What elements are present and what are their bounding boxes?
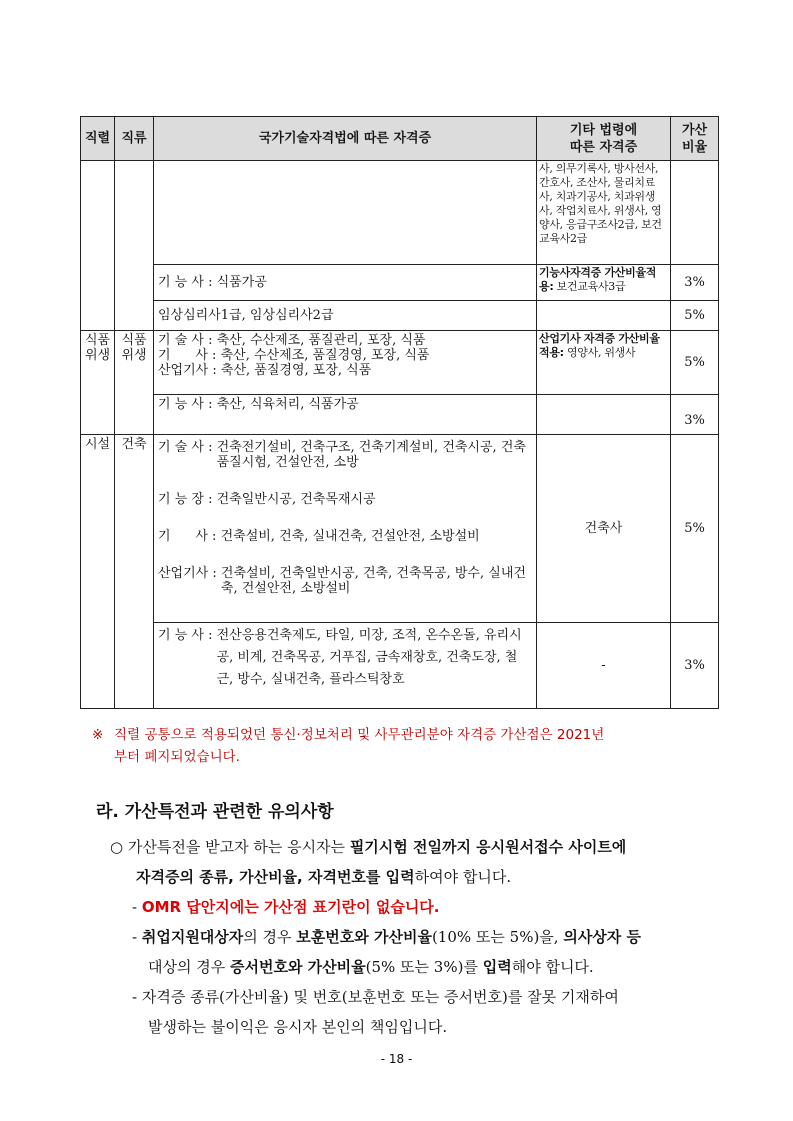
other-cell: 산업기사 자격증 가산비율적용: 영양사, 위생사 xyxy=(537,331,671,395)
section-body: ○ 가산특전을 받고자 하는 응시자는 필기시험 전일까지 응시원서접수 사이트에 자격증의 종류, 가산비율, 자격번호를 입력하여야 합니다. - OMR 답안지에는 가산점 표기란이 없습니다. - 취업지원대상자의 경우 보훈번호와 가산비율(10% 또는 5%)을, 의사상자 등 대상의 경우 증서번호와 가산비율(5% 또는 3%)를 입력해야 합니다. - 자격증 종류(가산비율) 및 번호(보훈번호 또는 증서번호)를 잘못 기재하여 발생하는 불이익은 응시자 본인의 책임입니다. xyxy=(110,832,730,1042)
other-cell: 사, 의무기록사, 방사선사, 간호사, 조산사, 물리치료사, 치과기공사, 치과위생사, 작업치료사, 위생사, 영양사, 응급구조사2급, 보건교육사2급 xyxy=(537,161,671,265)
reference-mark-icon: ※ xyxy=(92,727,104,743)
rate-cell: 3% xyxy=(671,623,719,709)
national-cell: 기 술 사 : 건축전기설비, 건축구조, 건축기계설비, 건축시공, 건축품질시험, 건설안전, 소방 기 능 장 : 건축일반시공, 건축목재시공 기 사 : 건축설비, 건축, 실내건축, 건설안전, 소방설비 산업기사 : 건축설비, 건축일반시공, 건축, 건축목공, 방수, 실내건축, 건설안전, 소방설비 xyxy=(154,435,537,623)
rate-cell xyxy=(671,161,719,265)
rate-cell: 5% xyxy=(671,435,719,623)
table-row xyxy=(81,161,719,265)
other-cell xyxy=(537,301,671,331)
national-cell: 기 능 사 : 식품가공 xyxy=(154,265,537,301)
section-title: 라. 가산특전과 관련한 유의사항 xyxy=(96,802,334,822)
header-national-certificate: 국가기술자격법에 따른 자격증 xyxy=(154,117,537,161)
table-row xyxy=(81,265,719,301)
table-row xyxy=(81,331,719,395)
job-series-cell: 시설 xyxy=(81,435,115,709)
table-row xyxy=(81,435,719,623)
qualification-table xyxy=(80,116,719,709)
national-cell: 기 능 사 : 전산응용건축제도, 타일, 미장, 조적, 온수온돌, 유리시공, 비계, 건축목공, 거푸집, 금속재창호, 건축도장, 철근, 방수, 실내건축, 플라스틱창호 xyxy=(154,623,537,709)
responsibility-notice: - 자격증 종류(가산비율) 및 번호(보훈번호 또는 증서번호)를 잘못 기재하여 xyxy=(132,988,619,1006)
table-row xyxy=(81,623,719,709)
other-cell: - xyxy=(537,623,671,709)
national-cell: 기 술 사 : 축산, 수산제조, 품질관리, 포장, 식품 기 사 : 축산, 수산제조, 품질경영, 포장, 식품 산업기사 : 축산, 품질경영, 포장, 식품 xyxy=(154,331,537,395)
job-class-cell: 건축 xyxy=(115,435,154,709)
other-cell: 기능사자격증 가산비율적용: 보건교육사3급 xyxy=(537,265,671,301)
table-row xyxy=(81,395,719,435)
abolition-note: ※ 직렬 공통으로 적용되었던 통신·정보처리 및 사무관리분야 자격증 가산점은 2021년 부터 폐지되었습니다. xyxy=(92,724,732,768)
national-cell: 기 능 사 : 축산, 식육처리, 식품가공 xyxy=(154,395,537,435)
header-job-class: 직류 xyxy=(115,117,154,161)
rate-cell: 3% xyxy=(671,395,719,435)
circle-bullet-icon: ○ xyxy=(110,838,124,856)
bullet-paragraph: ○ 가산특전을 받고자 하는 응시자는 필기시험 전일까지 응시원서접수 사이트에 xyxy=(110,838,627,856)
job-class-cell: 식품 위생 xyxy=(115,331,154,435)
national-cell xyxy=(154,161,537,265)
omr-notice: - OMR 답안지에는 가산점 표기란이 없습니다. xyxy=(132,898,440,916)
header-bonus-rate: 가산 비율 xyxy=(671,117,719,161)
header-job-series: 직렬 xyxy=(81,117,115,161)
table-header-row xyxy=(81,117,719,161)
job-series-cell: 식품 위생 xyxy=(81,331,115,435)
page-number: - 18 - xyxy=(380,1052,413,1066)
other-cell xyxy=(537,395,671,435)
rate-cell: 3% xyxy=(671,265,719,301)
job-class-cell xyxy=(115,161,154,331)
other-cell: 건축사 xyxy=(537,435,671,623)
job-series-cell xyxy=(81,161,115,331)
national-cell: 임상심리사1급, 임상심리사2급 xyxy=(154,301,537,331)
veteran-notice: - 취업지원대상자의 경우 보훈번호와 가산비율(10% 또는 5%)을, 의사상자 등 xyxy=(132,928,642,946)
rate-cell: 5% xyxy=(671,331,719,395)
header-other-certificate: 기타 법령에 따른 자격증 xyxy=(537,117,671,161)
rate-cell: 5% xyxy=(671,301,719,331)
table-row xyxy=(81,301,719,331)
